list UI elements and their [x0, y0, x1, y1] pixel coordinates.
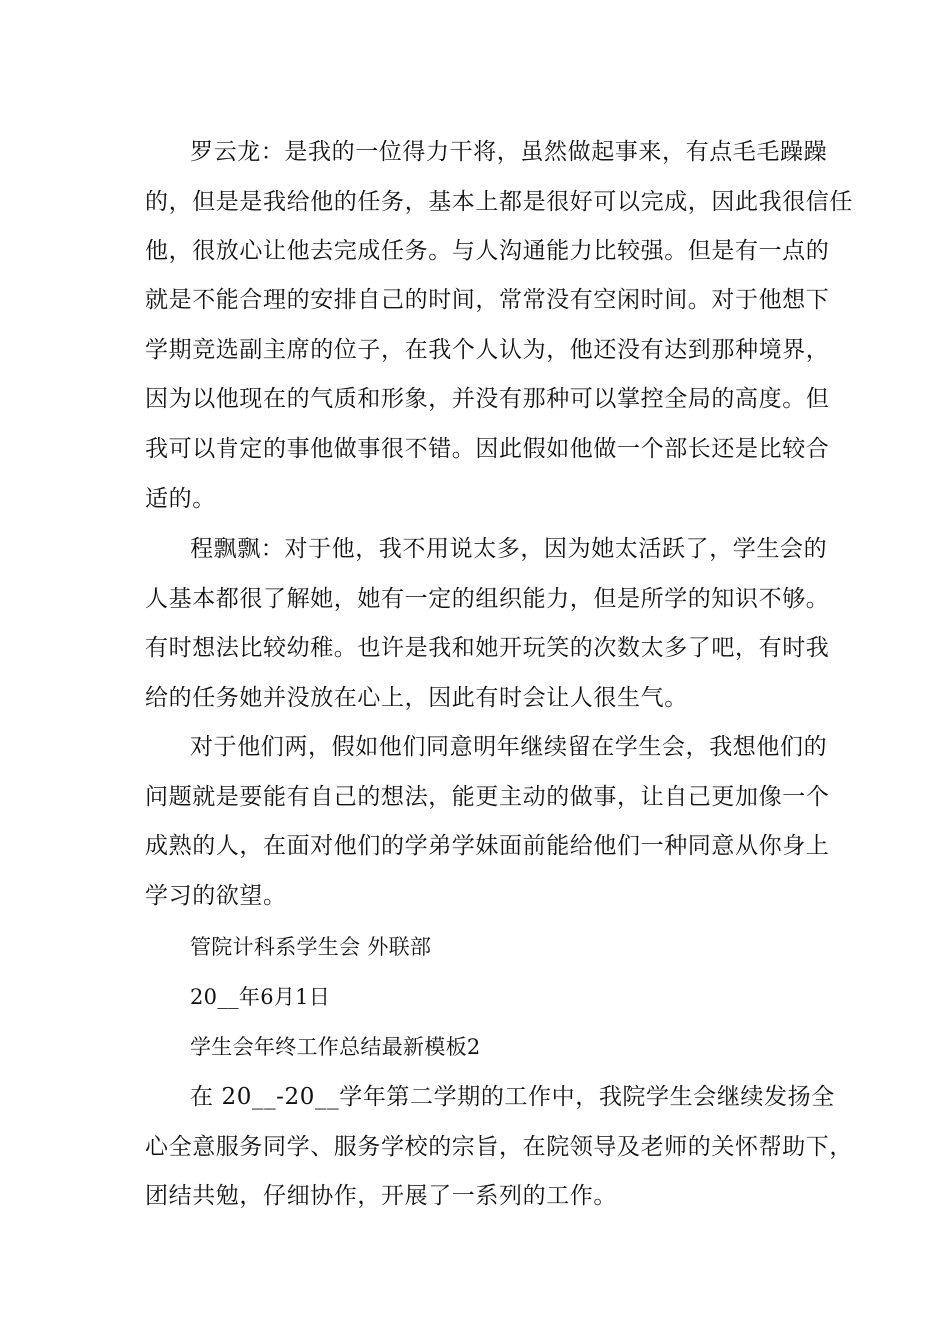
- text-line: 适的。: [145, 486, 216, 512]
- text-line: 给的任务她并没放在心上，因此有时会让人很生气。: [145, 685, 688, 711]
- text-line: 团结共勉，仔细协作，开展了一系列的工作。: [145, 1183, 617, 1209]
- text-line: 心全意服务同学、服务学校的宗旨，在院领导及老师的关怀帮助下，: [145, 1134, 853, 1160]
- text-line: 就是不能合理的安排自己的时间，常常没有空闲时间。对于他想下: [145, 287, 830, 313]
- text-line: 学习的欲望。: [145, 883, 287, 909]
- text-line: 人基本都很了解她，她有一定的组织能力，但是所学的知识不够。: [145, 586, 830, 612]
- text-line: 程飘飘：对于他，我不用说太多，因为她太活跃了，学生会的: [190, 536, 828, 562]
- text-line: 因为以他现在的气质和形象，并没有那种可以掌控全局的高度。但: [145, 386, 830, 412]
- text-line: 管院计科系学生会 外联部: [190, 935, 432, 959]
- text-line: 在 20__-20__学年第二学期的工作中，我院学生会继续发扬全: [190, 1084, 835, 1110]
- text-line: 有时想法比较幼稚。也许是我和她开玩笑的次数太多了吧，有时我: [145, 635, 830, 661]
- text-line: 问题就是要能有自己的想法，能更主动的做事，让自己更加像一个: [145, 784, 830, 810]
- text-line: 20__年6月1日: [190, 985, 331, 1009]
- text-line: 他，很放心让他去完成任务。与人沟通能力比较强。但是有一点的: [145, 238, 830, 264]
- text-line: 我可以肯定的事他做事很不错。因此假如他做一个部长还是比较合: [145, 436, 830, 462]
- text-line: 罗云龙：是我的一位得力干将，虽然做起事来，有点毛毛躁躁: [190, 139, 828, 165]
- text-line: 成熟的人，在面对他们的学弟学妹面前能给他们一种同意从你身上: [145, 833, 830, 859]
- text-line: 的，但是是我给他的任务，基本上都是很好可以完成，因此我很信任: [145, 189, 853, 215]
- text-line: 学生会年终工作总结最新模板2: [190, 1035, 481, 1059]
- text-line: 对于他们两，假如他们同意明年继续留在学生会，我想他们的: [190, 734, 828, 760]
- text-line: 学期竞选副主席的位子，在我个人认为，他还没有达到那种境界，: [145, 337, 830, 363]
